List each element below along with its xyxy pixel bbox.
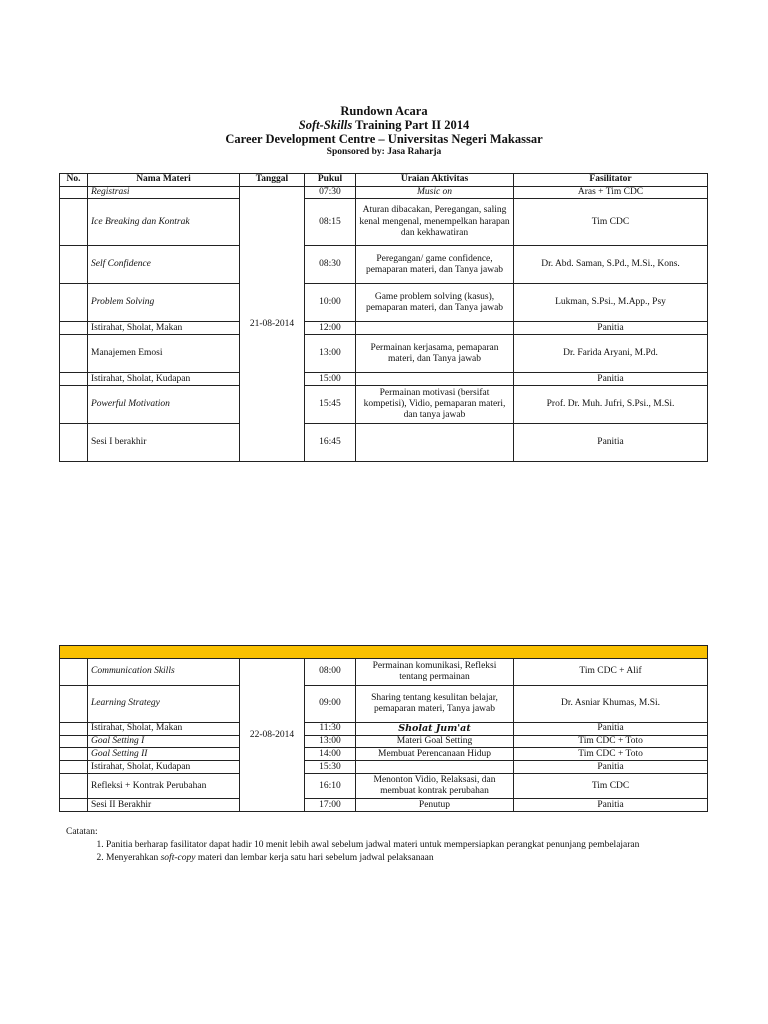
cell-fasilitator: Dr. Abd. Saman, S.Pd., M.Si., Kons. — [514, 246, 708, 284]
cell-nama-materi: Istirahat, Sholat, Makan — [88, 322, 240, 335]
cell-nama-materi: Powerful Motivation — [88, 386, 240, 424]
cell-pukul: 13:00 — [305, 736, 356, 748]
cell-fasilitator: Panitia — [514, 322, 708, 335]
cell-nama-materi: Self Confidence — [88, 246, 240, 284]
cell-nama-materi: Goal Setting II — [88, 748, 240, 761]
header-tanggal: Tanggal — [240, 174, 305, 187]
table-row — [60, 199, 708, 246]
table-row — [60, 799, 708, 812]
cell-no — [60, 761, 88, 774]
cell-fasilitator: Tim CDC + Toto — [514, 748, 708, 761]
table-row — [60, 761, 708, 774]
cell-uraian: Aturan dibacakan, Peregangan, saling kenal mengenal, menempelkan harapan dan kekhawatiran — [356, 199, 514, 246]
header-pukul: Pukul — [305, 174, 356, 187]
table-header-row — [60, 174, 708, 187]
cell-pukul: 15:00 — [305, 373, 356, 386]
cell-uraian — [356, 761, 514, 774]
cell-nama-materi: Goal Setting I — [88, 736, 240, 748]
cell-no — [60, 246, 88, 284]
table-row — [60, 723, 708, 736]
cell-fasilitator: Tim CDC + Alif — [514, 659, 708, 686]
notes-label: Catatan: — [66, 827, 98, 837]
cell-fasilitator: Panitia — [514, 424, 708, 462]
cell-uraian: Membuat Perencanaan Hidup — [356, 748, 514, 761]
cell-fasilitator: Panitia — [514, 761, 708, 774]
table-row — [60, 335, 708, 373]
cell-no — [60, 736, 88, 748]
header-uraian: Uraian Aktivitas — [356, 174, 514, 187]
notes-section — [66, 826, 706, 865]
doc-subtitle — [0, 118, 768, 132]
cell-no — [60, 322, 88, 335]
table-row — [60, 284, 708, 322]
table-row — [60, 373, 708, 386]
cell-nama-materi: Istirahat, Sholat, Kudapan — [88, 761, 240, 774]
cell-pukul: 08:30 — [305, 246, 356, 284]
cell-uraian: Penutup — [356, 799, 514, 812]
table-row — [60, 246, 708, 284]
note-item-2-italic: soft-copy — [160, 853, 196, 863]
cell-tanggal: 21-08-2014 — [240, 187, 305, 462]
cell-pukul: 15:45 — [305, 386, 356, 424]
cell-uraian: Sholat Jum'at — [356, 723, 514, 736]
cell-uraian: Materi Goal Setting — [356, 736, 514, 748]
cell-pukul: 07:30 — [305, 187, 356, 199]
cell-nama-materi: Manajemen Emosi — [88, 335, 240, 373]
doc-subtitle-rest: Training Part II 2014 — [352, 118, 470, 132]
cell-uraian: Game problem solving (kasus), pemaparan materi, dan Tanya jawab — [356, 284, 514, 322]
cell-nama-materi: Istirahat, Sholat, Kudapan — [88, 373, 240, 386]
cell-uraian: Permainan komunikasi, Refleksi tentang permainan — [356, 659, 514, 686]
table-row — [60, 386, 708, 424]
cell-nama-materi: Registrasi — [88, 187, 240, 199]
cell-no — [60, 774, 88, 799]
cell-uraian: Sharing tentang kesulitan belajar, pemaparan materi, Tanya jawab — [356, 686, 514, 723]
table-row — [60, 322, 708, 335]
note-item-1: 1. Panitia berharap fasilitator dapat hadir 10 menit lebih awal sebelum jadwal materi untuk mempersiapkan perangkat penunjang pembelajaran — [106, 839, 706, 852]
cell-no — [60, 686, 88, 723]
cell-pukul: 15:30 — [305, 761, 356, 774]
header-nama-materi: Nama Materi — [88, 174, 240, 187]
cell-nama-materi: Sesi I berakhir — [88, 424, 240, 462]
note-item-2-post: materi dan lembar kerja satu hari sebelum jadwal pelaksanaan — [195, 853, 434, 863]
cell-pukul: 10:00 — [305, 284, 356, 322]
table-row — [60, 748, 708, 761]
separator-bar — [60, 646, 708, 659]
cell-no — [60, 424, 88, 462]
doc-subtitle-italic: Soft-Skills — [298, 118, 353, 132]
cell-no — [60, 199, 88, 246]
table-row — [60, 187, 708, 199]
cell-no — [60, 386, 88, 424]
cell-no — [60, 659, 88, 686]
cell-nama-materi: Communication Skills — [88, 659, 240, 686]
note-item-2 — [106, 852, 706, 865]
cell-pukul: 09:00 — [305, 686, 356, 723]
table-row — [60, 736, 708, 748]
cell-nama-materi: Sesi II Berakhir — [88, 799, 240, 812]
header-no: No. — [60, 174, 88, 187]
note-item-2-pre: Menyerahkan — [106, 853, 161, 863]
cell-nama-materi: Problem Solving — [88, 284, 240, 322]
cell-tanggal: 22-08-2014 — [240, 659, 305, 812]
cell-fasilitator: Panitia — [514, 799, 708, 812]
cell-no — [60, 373, 88, 386]
cell-fasilitator: Panitia — [514, 373, 708, 386]
cell-pukul: 16:45 — [305, 424, 356, 462]
cell-pukul: 11:30 — [305, 723, 356, 736]
cell-fasilitator: Tim CDC — [514, 774, 708, 799]
schedule-table-day2 — [59, 645, 708, 812]
cell-fasilitator: Dr. Asniar Khumas, M.Si. — [514, 686, 708, 723]
cell-uraian: Music on — [356, 187, 514, 199]
table-row — [60, 424, 708, 462]
document-header — [0, 104, 768, 158]
doc-title: Rundown Acara — [340, 104, 428, 118]
cell-nama-materi: Ice Breaking dan Kontrak — [88, 199, 240, 246]
cell-uraian: Permainan motivasi (bersifat kompetisi), Vidio, pemaparan materi, dan tanya jawab — [356, 386, 514, 424]
cell-no — [60, 799, 88, 812]
cell-nama-materi: Learning Strategy — [88, 686, 240, 723]
table-row — [60, 686, 708, 723]
cell-no — [60, 187, 88, 199]
cell-pukul: 08:00 — [305, 659, 356, 686]
table-row — [60, 774, 708, 799]
cell-fasilitator: Lukman, S.Psi., M.App., Psy — [514, 284, 708, 322]
cell-pukul: 08:15 — [305, 199, 356, 246]
cell-nama-materi: Istirahat, Sholat, Makan — [88, 723, 240, 736]
cell-uraian — [356, 373, 514, 386]
cell-no — [60, 748, 88, 761]
cell-uraian: Permainan kerjasama, pemaparan materi, dan Tanya jawab — [356, 335, 514, 373]
cell-pukul: 13:00 — [305, 335, 356, 373]
cell-uraian — [356, 322, 514, 335]
cell-fasilitator: Dr. Farida Aryani, M.Pd. — [514, 335, 708, 373]
cell-no — [60, 335, 88, 373]
cell-uraian: Peregangan/ game confidence, pemaparan materi, dan Tanya jawab — [356, 246, 514, 284]
doc-organization: Career Development Centre – Universitas Negeri Makassar — [225, 132, 543, 146]
cell-fasilitator: Panitia — [514, 723, 708, 736]
cell-fasilitator: Aras + Tim CDC — [514, 187, 708, 199]
cell-fasilitator: Tim CDC + Toto — [514, 736, 708, 748]
cell-pukul: 14:00 — [305, 748, 356, 761]
cell-uraian: Menonton Vidio, Relaksasi, dan membuat kontrak perubahan — [356, 774, 514, 799]
schedule-table-day1 — [59, 173, 708, 462]
cell-pukul: 16:10 — [305, 774, 356, 799]
cell-no — [60, 284, 88, 322]
cell-nama-materi: Refleksi + Kontrak Perubahan — [88, 774, 240, 799]
cell-uraian — [356, 424, 514, 462]
cell-pukul: 17:00 — [305, 799, 356, 812]
cell-pukul: 12:00 — [305, 322, 356, 335]
table-row — [60, 659, 708, 686]
cell-fasilitator: Tim CDC — [514, 199, 708, 246]
header-fasilitator: Fasilitator — [514, 174, 708, 187]
doc-sponsor: Sponsored by: Jasa Raharja — [326, 147, 442, 157]
cell-no — [60, 723, 88, 736]
cell-fasilitator: Prof. Dr. Muh. Jufri, S.Psi., M.Si. — [514, 386, 708, 424]
